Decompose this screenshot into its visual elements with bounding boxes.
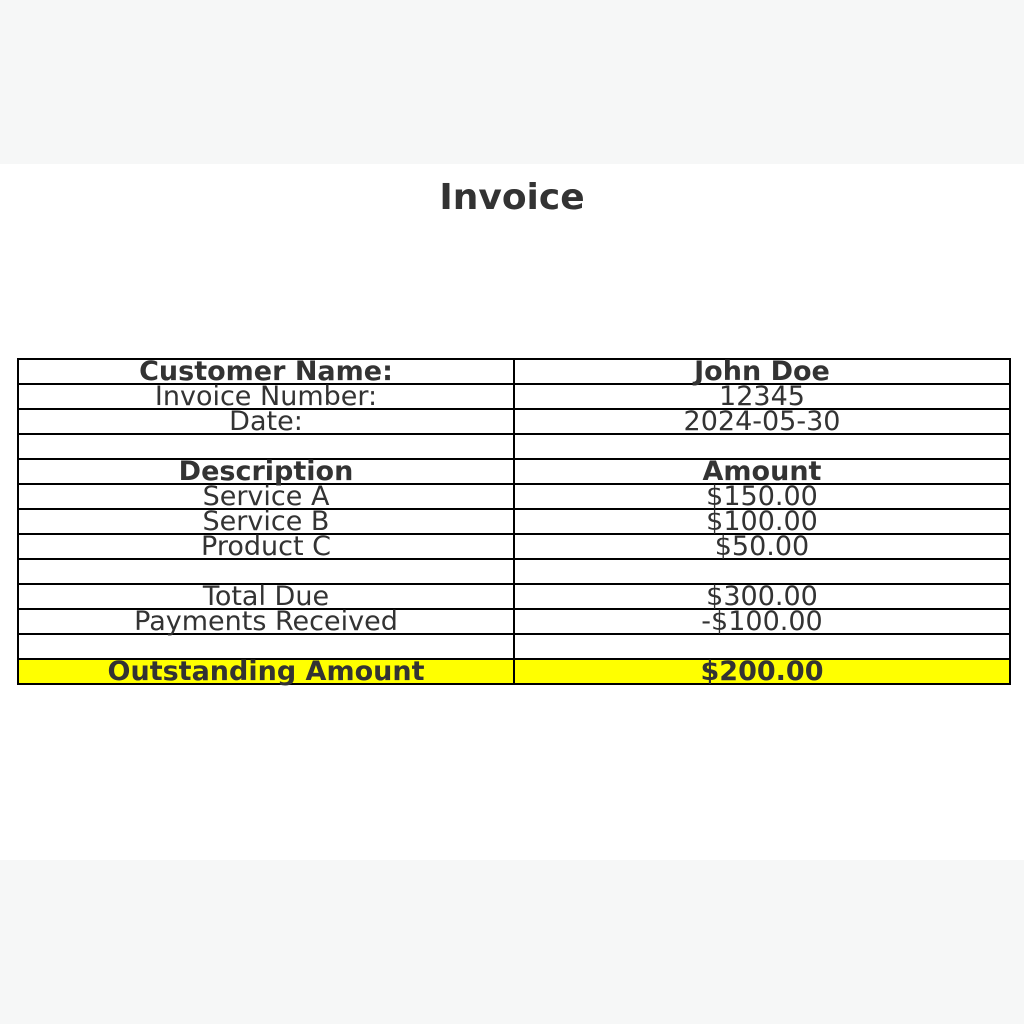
spacer-row (18, 559, 1010, 584)
invoice-title: Invoice (439, 177, 585, 218)
total-due-label: Total Due (18, 584, 514, 609)
date-label: Date: (18, 409, 514, 434)
invoice-number-row (18, 384, 1010, 409)
outstanding-value: $200.00 (514, 659, 1010, 684)
item-amount: $150.00 (514, 484, 1010, 509)
invoice-number-value: 12345 (514, 384, 1010, 409)
table-row (18, 534, 1010, 559)
invoice-table (17, 358, 1011, 685)
invoice-number-label: Invoice Number: (18, 384, 514, 409)
payments-label: Payments Received (18, 609, 514, 634)
outstanding-row (18, 659, 1010, 684)
amount-header: Amount (514, 459, 1010, 484)
bottom-margin (0, 860, 1024, 1024)
outstanding-label: Outstanding Amount (18, 659, 514, 684)
spacer-row (18, 434, 1010, 459)
customer-label: Customer Name: (18, 359, 514, 384)
customer-value: John Doe (514, 359, 1010, 384)
date-row (18, 409, 1010, 434)
item-amount: $50.00 (514, 534, 1010, 559)
item-description: Product C (18, 534, 514, 559)
date-value: 2024-05-30 (514, 409, 1010, 434)
items-header-row (18, 459, 1010, 484)
top-margin (0, 0, 1024, 164)
total-due-value: $300.00 (514, 584, 1010, 609)
payments-value: -$100.00 (514, 609, 1010, 634)
item-amount: $100.00 (514, 509, 1010, 534)
table-row (18, 484, 1010, 509)
item-description: Service A (18, 484, 514, 509)
item-description: Service B (18, 509, 514, 534)
description-header: Description (18, 459, 514, 484)
table-row (18, 509, 1010, 534)
payments-row (18, 609, 1010, 634)
